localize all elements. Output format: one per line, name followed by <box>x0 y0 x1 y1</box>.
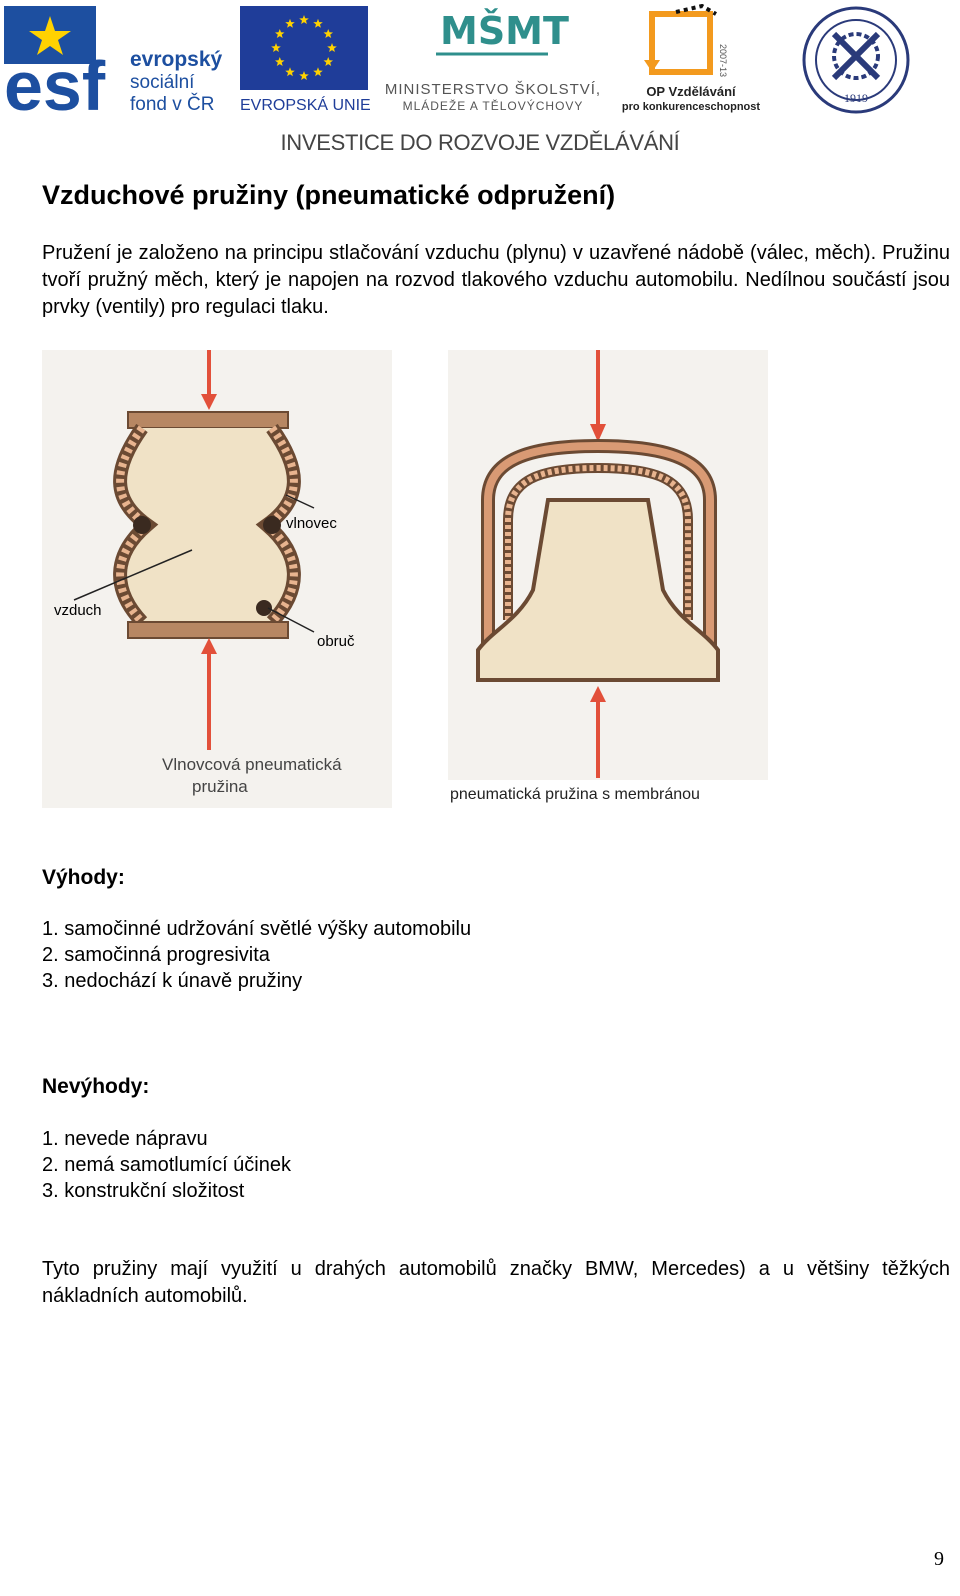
bellows-air-spring-figure <box>42 350 392 808</box>
msmt-logo <box>380 4 606 114</box>
list-item: 2. samočinná progresivita <box>42 944 270 966</box>
advantages-list <box>42 916 471 994</box>
msmt-monogram: MŠMT <box>440 9 569 53</box>
advantages-heading: Výhody: <box>42 866 125 889</box>
list-item: 1. nevede nápravu <box>42 1128 208 1150</box>
list-item: 3. konstrukční složitost <box>42 1180 245 1202</box>
list-item: 2. nemá samotlumící účinek <box>42 1154 291 1176</box>
disadvantages-heading: Nevýhody: <box>42 1075 150 1098</box>
list-item: 3. nedochází k únavě pružiny <box>42 970 303 992</box>
label-vlnovec: vlnovec <box>286 515 337 532</box>
svg-text:pro konkurenceschopnost: pro konkurenceschopnost <box>621 101 761 113</box>
membrane-figure-caption: pneumatická pružina s membránou <box>450 786 700 803</box>
eu-label: EVROPSKÁ UNIE <box>240 97 371 114</box>
svg-text:evropský: evropský <box>130 48 223 71</box>
svg-text:MINISTERSTVO ŠKOLSTVÍ,: MINISTERSTVO ŠKOLSTVÍ, <box>384 81 602 98</box>
bellows-caption-line1: Vlnovcová pneumatická <box>162 755 342 774</box>
svg-text:sociální: sociální <box>130 72 195 93</box>
esf-wordmark: esf <box>4 47 106 114</box>
op-vzdelavani-logo <box>616 4 766 116</box>
svg-text:fond v ČR: fond v ČR <box>130 94 215 114</box>
page-number: 9 <box>934 1548 944 1570</box>
label-vzduch: vzduch <box>54 602 102 619</box>
disadvantages-list <box>42 1126 291 1204</box>
eu-flag-logo <box>240 6 372 114</box>
bellows-caption-line2: pružina <box>192 777 248 796</box>
intro-paragraph: Pružení je založeno na principu stlačování vzduchu (plynu) v uzavřené nádobě (válec, měch). Pružinu tvoří pružný měch, který je napojen na rozvod tlakového vzduchu automobilu. Nedílnou součástí jsou prvky (ventily) pro regulaci tlaku. <box>42 242 950 318</box>
closing-paragraph: Tyto pružiny mají využití u drahých automobilů značky BMW, Mercedes) a u většiny těžkých nákladních automobilů. <box>42 1258 950 1307</box>
svg-text:1919: 1919 <box>844 91 868 105</box>
page-title: Vzduchové pružiny (pneumatické odpružení) <box>42 180 616 210</box>
list-item: 1. samočinné udržování světlé výšky automobilu <box>42 918 472 940</box>
membrane-air-spring-figure <box>448 350 768 780</box>
svg-text:MLÁDEŽE A TĚLOVÝCHOVY: MLÁDEŽE A TĚLOVÝCHOVY <box>402 99 584 113</box>
university-seal-logo <box>800 4 912 116</box>
label-obruc: obruč <box>317 633 355 650</box>
svg-text:2007-13: 2007-13 <box>718 44 728 78</box>
esf-logo <box>4 6 230 114</box>
svg-text:OP Vzdělávání: OP Vzdělávání <box>646 84 736 99</box>
header-tagline: INVESTICE DO ROZVOJE VZDĚLÁVÁNÍ <box>280 130 680 155</box>
